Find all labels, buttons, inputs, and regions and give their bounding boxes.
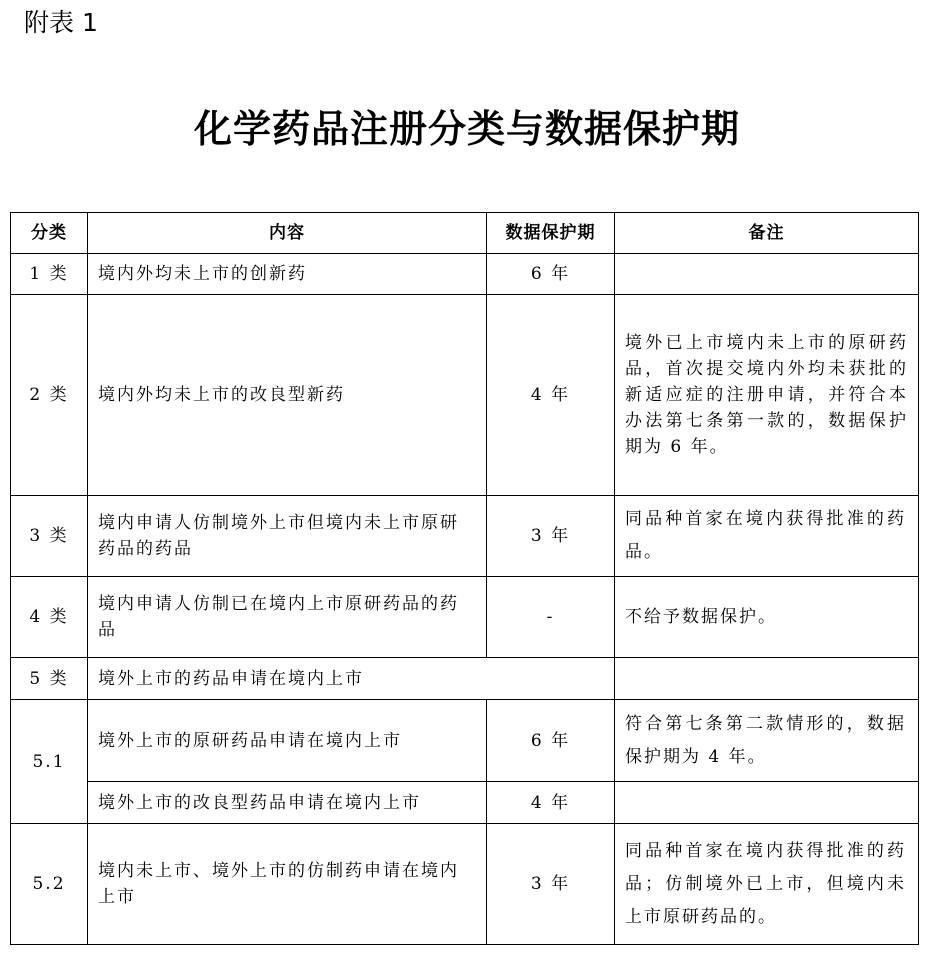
cell-content: 境外上市的改良型药品申请在境内上市 xyxy=(88,782,487,824)
cell-period: 6 年 xyxy=(487,700,615,782)
cell-note xyxy=(615,658,919,700)
cell-category: 1 类 xyxy=(11,254,88,295)
cell-period: - xyxy=(487,577,615,658)
cell-period: 4 年 xyxy=(487,295,615,496)
cell-content: 境内申请人仿制已在境内上市原研药品的药品 xyxy=(88,577,487,658)
cell-category: 2 类 xyxy=(11,295,88,496)
cell-category: 5.2 xyxy=(11,824,88,945)
table-row xyxy=(11,782,919,824)
cell-note xyxy=(615,254,919,295)
cell-note: 境外已上市境内未上市的原研药品，首次提交境内外均未获批的新适应症的注册申请，并符合本办法第七条第一款的，数据保护期为 6 年。 xyxy=(615,295,919,496)
cell-note: 同品种首家在境内获得批准的药品；仿制境外已上市，但境内未上市原研药品的。 xyxy=(615,824,919,945)
cell-period: 3 年 xyxy=(487,824,615,945)
table-row xyxy=(11,700,919,782)
document-title: 化学药品注册分类与数据保护期 xyxy=(193,107,740,151)
cell-content: 境内申请人仿制境外上市但境内未上市原研药品的药品 xyxy=(88,496,487,577)
cell-period: 6 年 xyxy=(487,254,615,295)
cell-content: 境外上市的原研药品申请在境内上市 xyxy=(88,700,487,782)
table-row xyxy=(11,254,919,295)
registration-classification-table xyxy=(10,212,919,945)
appendix-label: 附表 1 xyxy=(24,8,98,37)
cell-content: 境内未上市、境外上市的仿制药申请在境内上市 xyxy=(88,824,487,945)
table-row xyxy=(11,577,919,658)
cell-period: 3 年 xyxy=(487,496,615,577)
cell-content: 境外上市的药品申请在境内上市 xyxy=(88,658,615,700)
cell-content: 境内外均未上市的改良型新药 xyxy=(88,295,487,496)
cell-note: 符合第七条第二款情形的，数据保护期为 4 年。 xyxy=(615,700,919,782)
header-content: 内容 xyxy=(88,213,487,254)
cell-category: 5 类 xyxy=(11,658,88,700)
table-header-row xyxy=(11,213,919,254)
cell-category: 4 类 xyxy=(11,577,88,658)
cell-note xyxy=(615,782,919,824)
cell-period: 4 年 xyxy=(487,782,615,824)
table-row xyxy=(11,824,919,945)
cell-category: 5.1 xyxy=(11,700,88,824)
header-period: 数据保护期 xyxy=(487,213,615,254)
table-row xyxy=(11,658,919,700)
header-note: 备注 xyxy=(615,213,919,254)
table-row xyxy=(11,295,919,496)
cell-note: 不给予数据保护。 xyxy=(615,577,919,658)
cell-category: 3 类 xyxy=(11,496,88,577)
cell-note: 同品种首家在境内获得批准的药品。 xyxy=(615,496,919,577)
table-row xyxy=(11,496,919,577)
cell-content: 境内外均未上市的创新药 xyxy=(88,254,487,295)
header-category: 分类 xyxy=(11,213,88,254)
